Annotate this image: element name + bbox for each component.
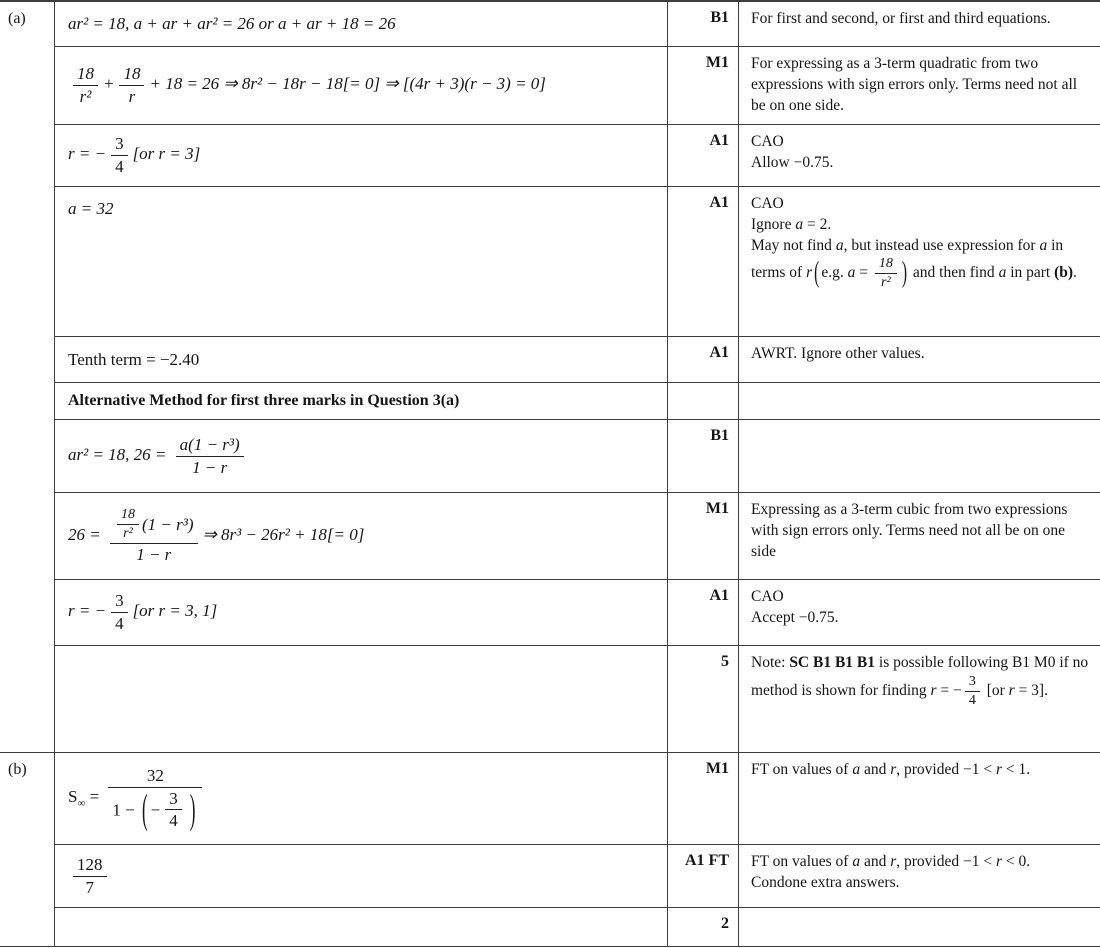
mark-cell-r6 <box>668 383 739 420</box>
comment-cell-r11 <box>739 753 1100 845</box>
text-run: FT on values of <box>751 853 853 870</box>
math-var: a <box>1039 236 1048 254</box>
text-run: e.g. <box>821 264 848 282</box>
bold-run: (b) <box>1054 264 1074 282</box>
text-run: FT on values of <box>751 761 853 778</box>
fraction-answer <box>73 855 107 897</box>
mark-cell-r12: A1 FT <box>668 845 739 908</box>
text-run: = − <box>936 681 962 699</box>
math-var: r <box>995 853 1003 870</box>
part-a-label: (a) <box>8 10 26 27</box>
equation-r8 <box>68 507 364 565</box>
working-cell-r2 <box>55 47 668 125</box>
text-run: , provided −1 < <box>896 761 996 778</box>
text-run: and <box>860 853 891 870</box>
numerator: 3 <box>165 789 182 811</box>
math-var: r <box>890 853 897 870</box>
working-cell-r5 <box>55 337 668 383</box>
equation-r1: ar² = 18, a + ar + ar² = 26 or a + ar + 18 = 26 <box>68 14 396 33</box>
equation-start: r = − <box>68 601 107 621</box>
equation-r9 <box>68 591 217 633</box>
part-b-label-cell <box>0 753 55 947</box>
denominator: r² <box>881 275 891 291</box>
mark-cell-r8: M1 <box>668 493 739 580</box>
equation-start: 26 = <box>68 524 105 544</box>
numerator: 18 <box>875 256 897 274</box>
left-paren: ( <box>814 256 820 289</box>
equation-r2 <box>68 64 546 106</box>
comment-cell-r13 <box>739 908 1100 947</box>
comment-text: For expressing as a 3-term quadratic from two expressions with sign errors only. Terms need not all be on one side. <box>751 55 1078 114</box>
fraction <box>73 64 98 106</box>
equation-r4: a = 32 <box>68 199 114 218</box>
equation-start: ar² = 18, 26 = <box>68 444 171 464</box>
comment-cell-r4 <box>739 187 1100 337</box>
equation-end: ⇒ 8r³ − 26r² + 18[= 0] <box>202 524 365 544</box>
equation-r11 <box>68 766 207 831</box>
denominator: r² <box>123 526 133 542</box>
math-var: r <box>1008 681 1015 699</box>
comment-cell-r7 <box>739 420 1100 493</box>
math-var: a <box>852 853 861 870</box>
fraction <box>111 134 128 176</box>
mark-cell-r11: M1 <box>668 753 739 845</box>
numerator: 3 <box>965 674 980 692</box>
infinity-subscript: ∞ <box>77 797 86 810</box>
working-cell-r3 <box>55 125 668 187</box>
part-b-label: (b) <box>8 761 27 778</box>
comment-line: Accept −0.75. <box>751 608 839 626</box>
denominator <box>108 788 202 831</box>
fraction <box>111 591 128 633</box>
fraction <box>176 435 244 477</box>
outer-fraction <box>110 507 198 565</box>
total-marks-a: 5 <box>668 646 739 753</box>
answer-r5: Tenth term = −2.40 <box>68 349 200 369</box>
comment-line: CAO <box>751 588 784 605</box>
outer-fraction <box>108 766 202 831</box>
denominator: 4 <box>115 614 124 633</box>
text-run: in part <box>1006 264 1055 282</box>
working-cell-r12 <box>55 845 668 908</box>
sum-symbol: S <box>68 787 78 807</box>
working-cell-r4 <box>55 187 668 337</box>
working-cell-r9 <box>55 580 668 646</box>
equation-end: [or r = 3, 1] <box>132 601 218 621</box>
part-a-label-cell <box>0 2 55 753</box>
numerator: a(1 − r³) <box>176 435 244 457</box>
text-run: Note: <box>751 654 790 672</box>
comment-text <box>751 761 1030 778</box>
comment-text: AWRT. Ignore other values. <box>751 345 925 362</box>
math-var: a <box>795 215 804 233</box>
math-var: a <box>847 264 856 282</box>
math-var: r <box>890 761 897 778</box>
numerator: 18 <box>73 64 98 86</box>
numerator-rest: (1 − r³) <box>141 514 194 534</box>
mark-cell-r3: A1 <box>668 125 739 187</box>
text-run: and <box>860 761 891 778</box>
minus-sign: − <box>150 799 161 819</box>
working-cell-r10 <box>55 646 668 753</box>
math-var: r <box>806 264 813 282</box>
text-run: is possible following B1 M0 if no method is shown for finding <box>751 654 1089 699</box>
left-paren: ( <box>142 786 148 832</box>
working-cell-r7 <box>55 420 668 493</box>
fraction <box>965 674 980 709</box>
math-var: a <box>835 236 844 254</box>
comment-line: Condone extra answers. <box>751 873 900 891</box>
math-var: r <box>995 761 1003 778</box>
comment-cell-r10 <box>739 646 1100 753</box>
note-text <box>751 654 1089 708</box>
bold-run: SC B1 B1 B1 <box>789 654 876 672</box>
mark-cell-r2: M1 <box>668 47 739 125</box>
text-run: and then find <box>909 264 999 282</box>
comment-line: CAO <box>751 133 784 150</box>
equation-rest: + 18 = 26 ⇒ 8r² − 18r − 18[= 0] ⇒ [(4r + 3)(r − 3) = 0] <box>149 74 546 94</box>
text-run: < 0. <box>1002 853 1031 870</box>
working-cell-r13 <box>55 908 668 947</box>
comment-cell-r2 <box>739 47 1100 125</box>
equation-r7 <box>68 435 249 477</box>
text-run: in terms of <box>751 236 1064 282</box>
comment-line: Allow −0.75. <box>751 153 834 171</box>
comment-cell-r1 <box>739 2 1100 47</box>
operator: + <box>103 74 115 94</box>
math-var: a <box>852 761 861 778</box>
numerator: 128 <box>73 855 107 877</box>
fraction <box>875 256 897 291</box>
working-cell-r11 <box>55 753 668 845</box>
math-var: r <box>930 681 937 699</box>
inner-fraction <box>117 507 139 542</box>
equation-end: [or r = 3] <box>132 144 201 164</box>
denominator: 7 <box>85 877 94 897</box>
denominator: r² <box>79 87 92 106</box>
comment-line <box>751 236 1090 292</box>
inner-fraction <box>165 789 182 831</box>
right-paren: ) <box>189 786 196 832</box>
right-paren: ) <box>901 256 908 289</box>
comment-text: Expressing as a 3-term cubic from two expressions with sign errors only. Terms need not all be on one side <box>751 501 1068 560</box>
numerator: 18 <box>117 507 139 525</box>
comment-cell-r12 <box>739 845 1100 908</box>
mark-cell-r9: A1 <box>668 580 739 646</box>
text-run: , but instead use expression for <box>843 236 1040 254</box>
text-run: = 2. <box>803 215 832 233</box>
numerator: 18 <box>119 64 144 86</box>
total-marks-b: 2 <box>668 908 739 947</box>
comment-cell-r5 <box>739 337 1100 383</box>
equation-r3 <box>68 134 200 176</box>
denominator: 1 − r <box>192 457 228 477</box>
text-run: = <box>855 264 872 282</box>
denominator: 4 <box>169 811 178 831</box>
mark-cell-r5: A1 <box>668 337 739 383</box>
text-run: < 1. <box>1002 761 1031 778</box>
denominator: r <box>128 87 136 106</box>
numerator: 3 <box>111 134 128 156</box>
comment-cell-r3 <box>739 125 1100 187</box>
equals: = <box>85 787 104 807</box>
comment-line <box>751 852 1090 873</box>
mark-cell-r4: A1 <box>668 187 739 337</box>
text-run: May not find <box>751 236 836 254</box>
comment-text: For first and second, or first and third equations. <box>751 10 1051 27</box>
denominator: 4 <box>968 692 976 708</box>
math-var: a <box>998 264 1007 282</box>
text-run: = 3]. <box>1014 681 1048 699</box>
mark-cell-r7: B1 <box>668 420 739 493</box>
numerator: 3 <box>111 591 128 613</box>
denominator: 4 <box>115 157 124 176</box>
comment-line: CAO <box>751 195 784 212</box>
alt-method-header: Alternative Method for first three marks in Question 3(a) <box>68 392 460 409</box>
working-cell-r1 <box>55 2 668 47</box>
alt-method-header-cell <box>55 383 668 420</box>
equation-start: r = − <box>68 144 107 164</box>
text-run: , provided −1 < <box>896 853 996 870</box>
comment-cell-r6 <box>739 383 1100 420</box>
numerator: 32 <box>108 766 202 788</box>
text-run: Ignore <box>751 215 796 233</box>
working-cell-r8 <box>55 493 668 580</box>
text-run: [or <box>982 681 1009 699</box>
comment-line <box>751 215 1090 236</box>
denominator: 1 − r <box>136 545 172 565</box>
numerator <box>110 507 198 544</box>
text-run: 1 − <box>112 799 139 819</box>
text-run: . <box>1073 264 1077 282</box>
fraction <box>119 64 144 106</box>
mark-cell-r1: B1 <box>668 2 739 47</box>
comment-cell-r9 <box>739 580 1100 646</box>
comment-cell-r8 <box>739 493 1100 580</box>
